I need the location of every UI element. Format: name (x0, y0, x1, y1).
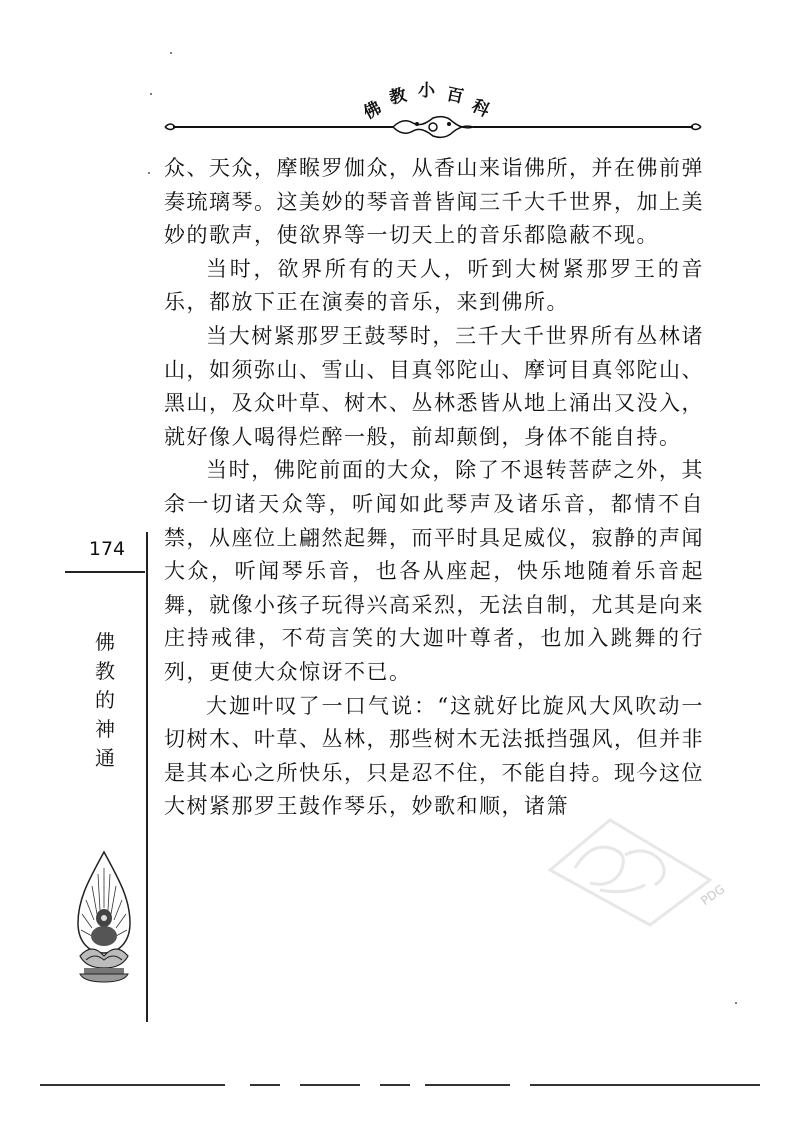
scan-artifact-line (425, 1084, 510, 1086)
buddha-lotus-icon (70, 848, 138, 983)
scan-artifact-line (530, 1084, 760, 1086)
header-char: 佛 (360, 97, 385, 124)
paragraph: 当时，欲界所有的天人，听到大树紧那罗王的音乐，都放下正在演奏的音乐，来到佛所。 (164, 256, 704, 315)
sidebar-book-title (85, 628, 125, 773)
sidebar-vertical-rule (146, 532, 148, 1022)
scan-speck (150, 93, 152, 95)
sidebar-title-char: 教 (95, 659, 115, 683)
header-char: 百 (444, 84, 466, 108)
scan-artifact-line (300, 1084, 360, 1086)
header-char: 小 (418, 81, 435, 101)
scan-artifact-line (380, 1084, 410, 1086)
header-char: 科 (468, 96, 493, 122)
header-char: 教 (387, 85, 409, 109)
paragraph: 当大树紧那罗王鼓琴时，三千大千世界所有丛林诸山，如须弥山、雪山、目真邻陀山、摩诃目真邻陀山、黑山，及众叶草、树木、丛林悉皆从地上涌出又没入，就好像人喝得烂醉一般，前却颠倒，身体不能自持。 (164, 323, 704, 449)
scan-speck (170, 52, 172, 54)
watermark-text: PDG (698, 881, 728, 909)
header-ornament-rule (163, 112, 703, 142)
library-watermark-stamp (530, 800, 720, 930)
sidebar-title-char: 神 (95, 717, 115, 741)
paragraph: 当时，佛陀前面的大众，除了不退转菩萨之外，其余一切诸天众等，听闻如此琴声及诸乐音，都情不自禁，从座位上翩然起舞，而平时具足威仪，寂静的声闻大众，听闻琴乐音，也各从座起，快乐地随着乐音起舞，就像小孩子玩得兴高采烈，无法自制，尤其是向来庄持戒律，不苟言笑的大迦叶尊者，也加入跳舞的行列，更使大众惊讶不已。 (164, 458, 704, 684)
scan-artifact-line (40, 1084, 225, 1086)
sidebar-title-char: 通 (95, 746, 115, 770)
scan-artifact-line (250, 1084, 280, 1086)
paragraph: 大迦叶叹了一口气说：“这就好比旋风大风吹动一切树木、叶草、丛林，那些树木无法抵挡强风，但并非是其本心之所快乐，只是忍不住，不能自持。现今这位大树紧那罗王鼓作琴乐，妙歌和顺，诸箫 (164, 693, 704, 819)
sidebar-title-char: 佛 (95, 630, 115, 654)
scan-speck (148, 172, 150, 174)
page-number: 174 (88, 538, 126, 560)
scan-speck (735, 1002, 737, 1004)
paragraph: 众、天众，摩睺罗伽众，从香山来诣佛所，并在佛前弹奏琉璃琴。这美妙的琴音普皆闻三千大千世界，加上美妙的歌声，使欲界等一切天上的音乐都隐蔽不现。 (164, 156, 704, 248)
sidebar-title-char: 的 (95, 688, 115, 712)
body-text (164, 152, 704, 824)
sidebar-horizontal-rule (65, 571, 145, 573)
